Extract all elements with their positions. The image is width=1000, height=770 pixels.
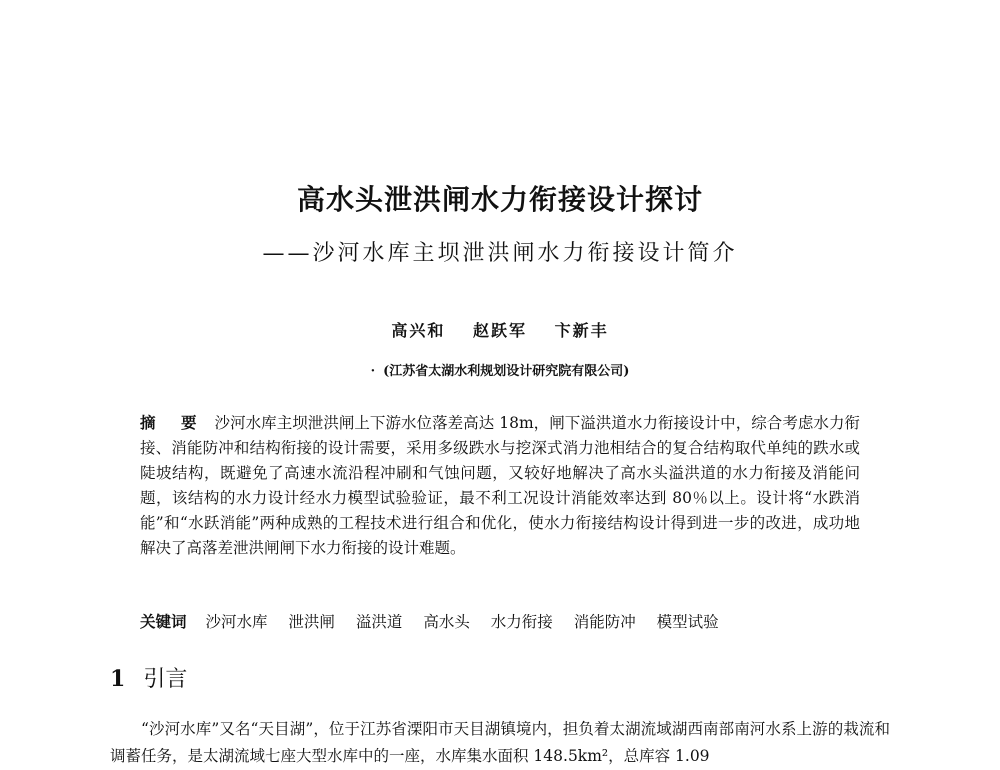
- author-name: 高兴和: [391, 321, 446, 340]
- paper-subtitle: ——沙河水库主坝泄洪闸水力衔接设计简介: [262, 241, 738, 266]
- author-name: 赵跃军: [472, 321, 527, 340]
- keyword: 水力衔接: [490, 613, 553, 631]
- affiliation-text: (江苏省太湖水利规划设计研究院有限公司): [383, 364, 630, 379]
- abstract-label: 摘 要: [140, 413, 207, 432]
- section-heading: [110, 662, 187, 693]
- section-title: 引言: [143, 667, 188, 692]
- keyword: 模型试验: [656, 613, 719, 631]
- keyword: 消能防冲: [573, 613, 636, 631]
- paper-title: 高水头泄洪闸水力衔接设计探讨: [296, 183, 703, 216]
- affiliation: [0, 360, 1000, 379]
- abstract: [140, 410, 860, 561]
- keywords: [140, 610, 735, 632]
- affiliation-marker: ·: [370, 364, 376, 379]
- abstract-text: 沙河水库主坝泄洪闸上下游水位落差高达 18m，闸下溢洪道水力衔接设计中，综合考虑水力衔接、消能防冲和结构衔接的设计需要，采用多级跌水与挖深式消力池相结合的复合结构取代单纯的跌水或陡坡结构，既避免了高速水流沿程冲刷和气蚀问题，又较好地解决了高水头溢洪道的水力衔接及消能问题，该结构的水力设计经水力模型试验验证，最不利工况设计消能效率达到 80％以上。设计将“水跌消能”和“水跃消能”两种成熟的工程技术进行组合和优化，使水力衔接结构设计得到进一步的改进，成功地解决了高落差泄洪闸闸下水力衔接的设计难题。: [140, 414, 860, 557]
- keywords-label: 关键词: [140, 612, 187, 631]
- author-list: [0, 318, 1000, 341]
- section-number: 1: [110, 666, 126, 692]
- keyword: 高水头: [423, 613, 470, 631]
- keyword: 溢洪道: [355, 613, 403, 631]
- keyword: 沙河水库: [205, 613, 268, 631]
- keyword: 泄洪闸: [288, 613, 335, 631]
- body-paragraph: “沙河水库”又名“天目湖”，位于江苏省溧阳市天目湖镇境内，担负着太湖流域湖西南部南河水系上游的栽流和调蓄任务，是太湖流域七座大型水库中的一座，水库集水面积 148.5km²，总库容 1.09: [110, 720, 890, 765]
- author-name: 卞新丰: [554, 321, 609, 340]
